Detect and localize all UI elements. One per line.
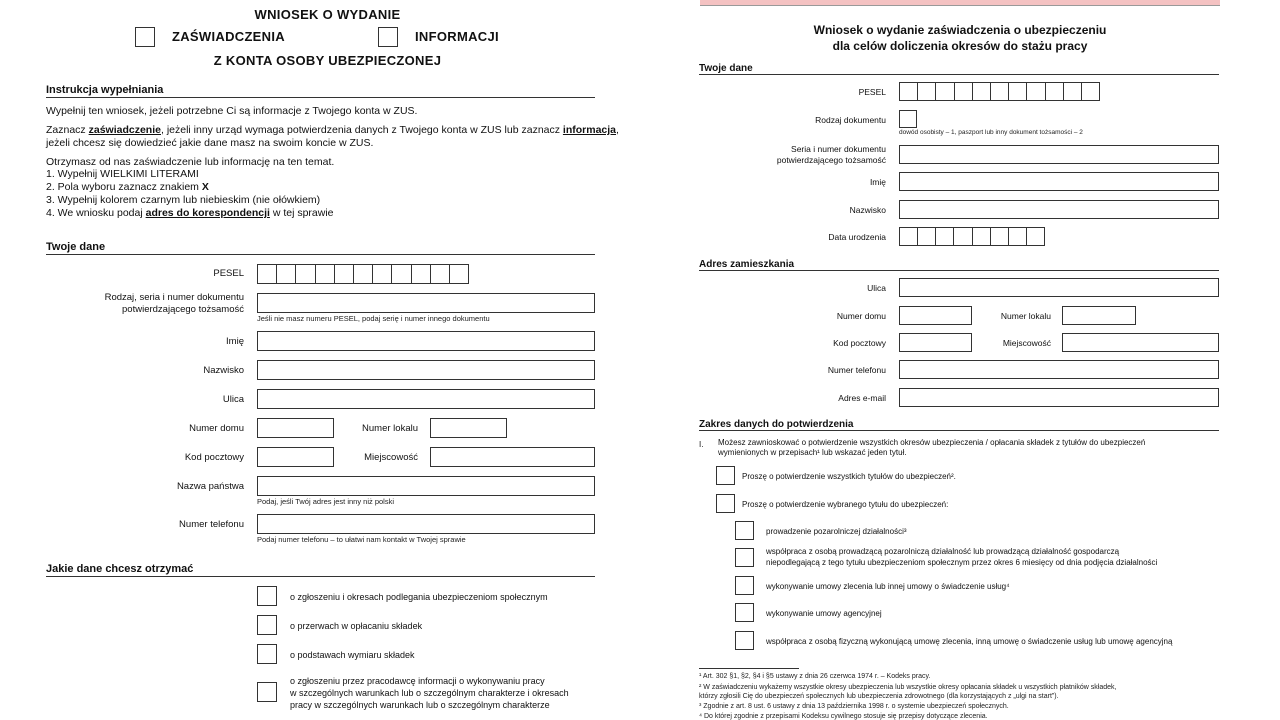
- digit-cell[interactable]: [1027, 228, 1044, 245]
- scope-roman-numeral: I.: [699, 440, 704, 449]
- right-phone-input[interactable]: [899, 360, 1219, 379]
- sub-business-label: prowadzenie pozarolniczej działalności³: [766, 527, 907, 536]
- information-checkbox[interactable]: [378, 27, 398, 47]
- digit-cell[interactable]: [392, 265, 411, 283]
- p2-certificate-term: zaświadczenie: [88, 124, 161, 136]
- phone-hint: Podaj numer telefonu – to ułatwi nam kontakt w Twojej sprawie: [257, 535, 466, 544]
- country-label: Nazwa państwa: [176, 481, 244, 492]
- digit-cell[interactable]: [335, 265, 354, 283]
- option-registration-label: o zgłoszeniu i okresach podlegania ubezpieczeniom społecznym: [290, 592, 548, 602]
- digit-cell[interactable]: [412, 265, 431, 283]
- scope-all-checkbox[interactable]: [716, 466, 735, 485]
- scope-all-label: Proszę o potwierdzenie wszystkich tytułów do ubezpieczeń².: [742, 472, 956, 481]
- right-house-no-label: Numer domu: [836, 311, 886, 321]
- footnote-2-line1: ² W zaświadczeniu wykażemy wszystkie okresy ubezpieczenia lub wszystkie okresy opłacania składek u wszystkich płatników składek,: [699, 684, 1117, 691]
- digit-cell[interactable]: [900, 83, 918, 100]
- instructions-p2: [46, 124, 619, 137]
- sub-mandate-label: wykonywanie umowy zlecenia lub innej umowy o świadczenie usług⁴: [766, 582, 1010, 591]
- doc-type-hint: dowód osobisty – 1, paszport lub inny dokument tożsamości – 2: [899, 129, 1083, 136]
- right-title-line1: Wniosek o wydanie zaświadczenia o ubezpieczeniu: [813, 23, 1107, 37]
- right-last-name-input[interactable]: [899, 200, 1219, 219]
- p2-part: ,: [616, 124, 619, 136]
- first-name-label: Imię: [226, 336, 244, 347]
- doc-type-label: Rodzaj dokumentu: [815, 115, 886, 125]
- option-special-work-checkbox[interactable]: [257, 682, 277, 702]
- li4-text: 4. We wniosku podaj: [46, 207, 146, 219]
- postal-code-label: Kod pocztowy: [184, 452, 244, 463]
- doc-hint: Jeśli nie masz numeru PESEL, podaj serię i numer innego dokumentu: [257, 314, 490, 323]
- street-input[interactable]: [257, 389, 595, 409]
- digit-cell[interactable]: [277, 265, 296, 283]
- instructions-rule: [46, 97, 595, 98]
- right-street-label: Ulica: [867, 283, 886, 293]
- right-city-label: Miejscowość: [1002, 338, 1051, 348]
- digit-cell[interactable]: [936, 228, 954, 245]
- digit-cell[interactable]: [936, 83, 954, 100]
- digit-cell[interactable]: [354, 265, 373, 283]
- footnote-3: ³ Zgodnie z art. 8 ust. 6 ustawy z dnia 13 października 1998 r. o systemie ubezpieczeń społecznych.: [699, 703, 1009, 710]
- option-breaks-checkbox[interactable]: [257, 615, 277, 635]
- li2-mark: X: [201, 181, 209, 193]
- phone-label: Numer telefonu: [179, 519, 244, 530]
- pesel-label: PESEL: [213, 268, 244, 279]
- certificate-checkbox[interactable]: [135, 27, 155, 47]
- digit-cell[interactable]: [450, 265, 468, 283]
- address-heading: Adres zamieszkania: [699, 259, 795, 270]
- country-input[interactable]: [257, 476, 595, 496]
- right-house-no-input[interactable]: [899, 306, 972, 325]
- flat-no-input[interactable]: [430, 418, 507, 438]
- digit-cell[interactable]: [316, 265, 335, 283]
- sub-business-checkbox[interactable]: [735, 521, 754, 540]
- right-doc-label-line1: Seria i numer dokumentu: [791, 144, 886, 154]
- phone-input[interactable]: [257, 514, 595, 534]
- digit-cell[interactable]: [373, 265, 392, 283]
- right-last-name-label: Nazwisko: [849, 205, 886, 215]
- right-street-input[interactable]: [899, 278, 1219, 297]
- doc-number-input[interactable]: [257, 293, 595, 313]
- house-no-label: Numer domu: [189, 423, 244, 434]
- right-doc-number-input[interactable]: [899, 145, 1219, 164]
- option-special-work-line3: pracy w szczególnych warunkach lub o szczególnym charakterze: [290, 700, 550, 710]
- digit-cell[interactable]: [973, 83, 991, 100]
- sub-cooperation-line2: niepodlegającą z tego tytułu ubezpieczeniom społecznym przez okres 6 miesięcy od dnia podjęcia działalności: [766, 558, 1158, 567]
- left-title-line3: Z KONTA OSOBY UBEZPIECZONEJ: [213, 53, 442, 68]
- birth-date-label: Data urodzenia: [828, 232, 886, 242]
- li4-text: w tej sprawie: [269, 207, 334, 219]
- sub-agency-label: wykonywanie umowy agencyjnej: [766, 609, 882, 618]
- instructions-p3: Otrzymasz od nas zaświadczenie lub informację na ten temat.: [46, 156, 335, 168]
- digit-cell[interactable]: [955, 83, 973, 100]
- street-label: Ulica: [222, 394, 244, 405]
- digit-cell[interactable]: [1009, 228, 1027, 245]
- digit-cell[interactable]: [296, 265, 315, 283]
- footnotes-rule: [699, 668, 799, 669]
- right-your-data-rule: [699, 74, 1219, 75]
- sub-agency-checkbox[interactable]: [735, 603, 754, 622]
- data-wanted-rule: [46, 576, 595, 577]
- scope-selected-label: Proszę o potwierdzenie wybranego tytułu do ubezpieczeń:: [742, 500, 949, 509]
- p2-part: Zaznacz: [46, 124, 89, 136]
- footnote-1: ¹ Art. 302 §1, §2, §4 i §5 ustawy z dnia 26 czerwca 1974 r. – Kodeks pracy.: [699, 673, 931, 680]
- digit-cell[interactable]: [431, 265, 450, 283]
- right-form-page: [640, 0, 1280, 720]
- scope-intro-line1: Możesz zawnioskować o potwierdzenie wszystkich okresów ubezpieczenia / opłacania składek z tytułów do ubezpieczeń: [718, 438, 1146, 447]
- instructions-li4: [46, 207, 334, 220]
- option-breaks-label: o przerwach w opłacaniu składek: [290, 621, 423, 631]
- instructions-p2-line2: jeżeli chcesz się dowiedzieć jakie dane masz na swoim koncie w ZUS.: [46, 137, 374, 149]
- right-first-name-input[interactable]: [899, 172, 1219, 191]
- digit-cell[interactable]: [954, 228, 972, 245]
- digit-cell[interactable]: [1027, 83, 1045, 100]
- doc-label-line1: Rodzaj, seria i numer dokumentu: [104, 292, 244, 303]
- scope-selected-checkbox[interactable]: [716, 494, 735, 513]
- right-phone-label: Numer telefonu: [827, 365, 886, 375]
- information-option-label: INFORMACJI: [415, 29, 499, 44]
- sub-natural-person-checkbox[interactable]: [735, 631, 754, 650]
- last-name-label: Nazwisko: [203, 365, 244, 376]
- address-rule: [699, 270, 1219, 271]
- digit-cell[interactable]: [918, 83, 936, 100]
- digit-cell[interactable]: [258, 265, 277, 283]
- footnote-2-line2: którzy zgłosili Cię do ubezpieczeń społecznych lub ubezpieczenia zdrowotnego (dla korzystających z „ulgi na start”).: [699, 693, 1059, 700]
- right-first-name-label: Imię: [869, 177, 886, 187]
- footnote-4: ⁴ Do której zgodnie z przepisami Kodeksu cywilnego stosuje się przepisy dotyczące zlecenia.: [699, 713, 988, 720]
- doc-type-input[interactable]: [899, 110, 917, 128]
- page-header-band: [700, 0, 1220, 6]
- your-data-heading: Twoje dane: [46, 241, 106, 253]
- house-no-input[interactable]: [257, 418, 334, 438]
- right-city-input[interactable]: [1062, 333, 1219, 352]
- right-pesel-label: PESEL: [858, 87, 886, 97]
- instructions-p1: Wypełnij ten wniosek, jeżeli potrzebne Ci są informacje z Twojego konta w ZUS.: [46, 105, 418, 117]
- li4-address-term: adres do korespondencji: [145, 207, 270, 219]
- option-special-work-line1: o zgłoszeniu przez pracodawcę informacji o wykonywaniu pracy: [290, 676, 545, 686]
- digit-cell[interactable]: [991, 83, 1009, 100]
- option-registration-checkbox[interactable]: [257, 586, 277, 606]
- scope-rule: [699, 430, 1219, 431]
- right-pesel-input[interactable]: [899, 82, 1100, 101]
- digit-cell[interactable]: [973, 228, 991, 245]
- option-basis-label: o podstawach wymiaru składek: [290, 650, 415, 660]
- digit-cell[interactable]: [1009, 83, 1027, 100]
- email-label: Adres e-mail: [838, 393, 886, 403]
- city-input[interactable]: [430, 447, 595, 467]
- p2-part: , jeżeli inny urząd wymaga potwierdzenia danych z Twojego konta w ZUS lub zaznacz: [160, 124, 563, 136]
- sub-natural-person-label: współpraca z osobą fizyczną wykonującą umowę zlecenia, inną umowę o świadczenie usług lub umowę agencyjną: [766, 637, 1173, 646]
- country-hint: Podaj, jeśli Twój adres jest inny niż polski: [257, 497, 395, 506]
- right-postal-code-label: Kod pocztowy: [833, 338, 886, 348]
- data-wanted-heading: Jakie dane chcesz otrzymać: [46, 563, 194, 575]
- city-label: Miejscowość: [364, 452, 418, 463]
- right-flat-no-input[interactable]: [1062, 306, 1136, 325]
- first-name-input[interactable]: [257, 331, 595, 351]
- pesel-input[interactable]: [257, 264, 469, 284]
- right-doc-label-line2: potwierdzającego tożsamość: [776, 155, 886, 165]
- instructions-li1: 1. Wypełnij WIELKIMI LITERAMI: [46, 168, 199, 180]
- scope-heading: Zakres danych do potwierdzenia: [699, 419, 854, 430]
- digit-cell[interactable]: [1082, 83, 1099, 100]
- option-special-work-line2: w szczególnych warunkach lub o szczególnym charakterze i okresach: [290, 688, 569, 698]
- email-input[interactable]: [899, 388, 1219, 407]
- right-your-data-heading: Twoje dane: [699, 63, 753, 74]
- option-basis-checkbox[interactable]: [257, 644, 277, 664]
- instructions-li2: [46, 181, 209, 194]
- digit-cell[interactable]: [991, 228, 1009, 245]
- digit-cell[interactable]: [1064, 83, 1082, 100]
- certificate-option-label: ZAŚWIADCZENIA: [172, 29, 285, 44]
- birth-date-input[interactable]: [899, 227, 1045, 246]
- li2-text: 2. Pola wyboru zaznacz znakiem: [46, 181, 202, 193]
- right-flat-no-label: Numer lokalu: [1000, 311, 1051, 321]
- instructions-li3: 3. Wypełnij kolorem czarnym lub niebieskim (nie ołówkiem): [46, 194, 321, 206]
- digit-cell[interactable]: [1046, 83, 1064, 100]
- postal-code-input[interactable]: [257, 447, 334, 467]
- your-data-rule: [46, 254, 595, 255]
- left-title-line1: WNIOSEK O WYDANIE: [254, 7, 401, 22]
- sub-mandate-checkbox[interactable]: [735, 576, 754, 595]
- last-name-input[interactable]: [257, 360, 595, 380]
- instructions-heading: Instrukcja wypełniania: [46, 84, 164, 96]
- digit-cell[interactable]: [900, 228, 918, 245]
- digit-cell[interactable]: [918, 228, 936, 245]
- scope-intro-line2: wymienionych w przepisach¹ lub wskazać jeden tytuł.: [718, 448, 907, 457]
- right-title-line2: dla celów doliczenia okresów do stażu pracy: [832, 39, 1088, 53]
- p2-information-term: informacja: [562, 124, 617, 136]
- flat-no-label: Numer lokalu: [362, 423, 418, 434]
- sub-cooperation-checkbox[interactable]: [735, 548, 754, 567]
- doc-label-line2: potwierdzającego tożsamość: [122, 304, 244, 315]
- right-postal-code-input[interactable]: [899, 333, 972, 352]
- sub-cooperation-line1: współpraca z osobą prowadzącą pozarolniczą działalność lub prowadzącą działalność gospodarczą: [766, 547, 1120, 556]
